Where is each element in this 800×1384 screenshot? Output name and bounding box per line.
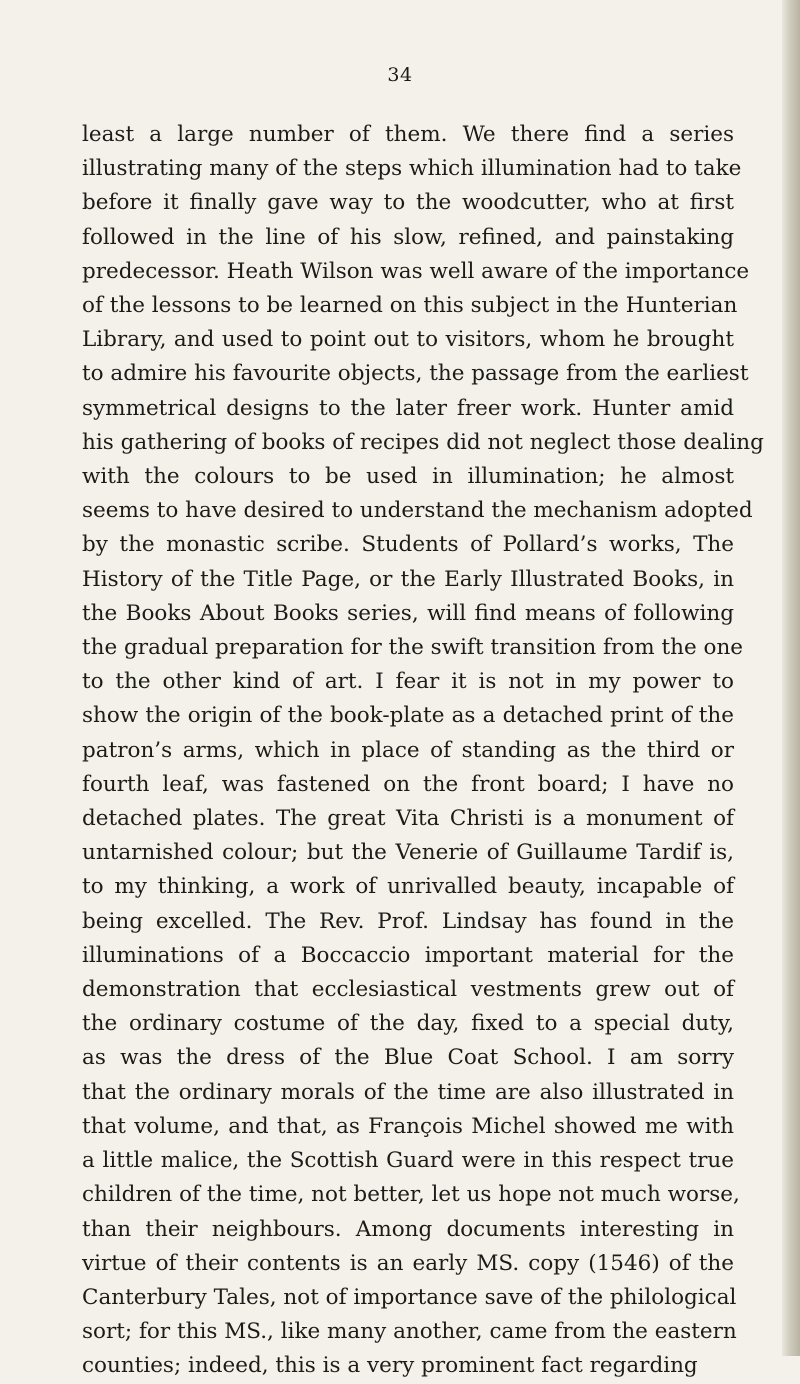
text-line: a little malice, the Scottish Guard were in this respect true [82, 1148, 734, 1174]
text-line: History of the Title Page, or the Early Illustrated Books, in [82, 566, 734, 592]
text-line: virtue of their contents is an early MS. copy (1546) of the [82, 1250, 734, 1276]
text-line: counties; indeed, this is a very prominent fact regarding [82, 1353, 698, 1379]
text-line: seems to have desired to understand the mechanism adopted [82, 498, 753, 524]
text-line: Canterbury Tales, not of importance save of the philological [82, 1284, 737, 1310]
text-line: fourth leaf, was fastened on the front board; I have no [82, 771, 734, 797]
text-line: by the monastic scribe. Students of Pollard’s works, The [82, 532, 734, 558]
text-line: demonstration that ecclesiastical vestments grew out of [82, 977, 734, 1003]
text-line: symmetrical designs to the later freer work. Hunter amid [82, 395, 734, 421]
text-line: to admire his favourite objects, the passage from the earliest [82, 361, 749, 387]
text-line: illuminations of a Boccaccio important material for the [82, 942, 734, 968]
text-line: with the colours to be used in illumination; he almost [82, 464, 734, 490]
text-line: his gathering of books of recipes did not neglect those dealing [82, 429, 764, 455]
text-line: untarnished colour; but the Venerie of Guillaume Tardif is, [82, 840, 734, 866]
text-line: predecessor. Heath Wilson was well aware of the importance [82, 258, 750, 284]
text-line: being excelled. The Rev. Prof. Lindsay has found in the [82, 908, 734, 934]
text-line: of the lessons to be learned on this subject in the Hunterian [82, 293, 738, 319]
text-line: that volume, and that, as François Michel showed me with [82, 1113, 734, 1139]
text-line: patron’s arms, which in place of standing as the third or [82, 737, 734, 763]
text-line: than their neighbours. Among documents interesting in [82, 1216, 734, 1242]
text-line: the ordinary costume of the day, fixed to a special duty, [82, 1011, 734, 1037]
page-edge-shadow [782, 0, 800, 1356]
text-line: least a large number of them. We there find a series [82, 122, 734, 147]
text-line: to the other kind of art. I fear it is not in my power to [82, 669, 734, 695]
text-line: followed in the line of his slow, refined, and painstaking [82, 224, 734, 250]
text-line: the gradual preparation for the swift transition from the one [82, 635, 744, 661]
text-line: illustrating many of the steps which illumination had to take [82, 156, 742, 182]
text-line: children of the time, not better, let us hope not much worse, [82, 1182, 740, 1208]
body-text [82, 118, 764, 1384]
text-line: detached plates. The great Vita Christi is a monument of [82, 806, 734, 832]
text-line: the Books About Books series, will find means of following [82, 600, 734, 626]
text-line: to my thinking, a work of unrivalled beauty, incapable of [82, 874, 734, 900]
text-line: Library, and used to point out to visitors, whom he brought [82, 327, 734, 353]
page-number: 34 [387, 64, 413, 86]
text-line: sort; for this MS., like many another, came from the eastern [82, 1319, 737, 1345]
text-line: that the ordinary morals of the time are also illustrated in [82, 1079, 734, 1105]
text-line: before it finally gave way to the woodcutter, who at first [82, 190, 734, 216]
text-line: as was the dress of the Blue Coat School. I am sorry [82, 1045, 734, 1071]
text-line: show the origin of the book-plate as a detached print of the [82, 703, 734, 729]
